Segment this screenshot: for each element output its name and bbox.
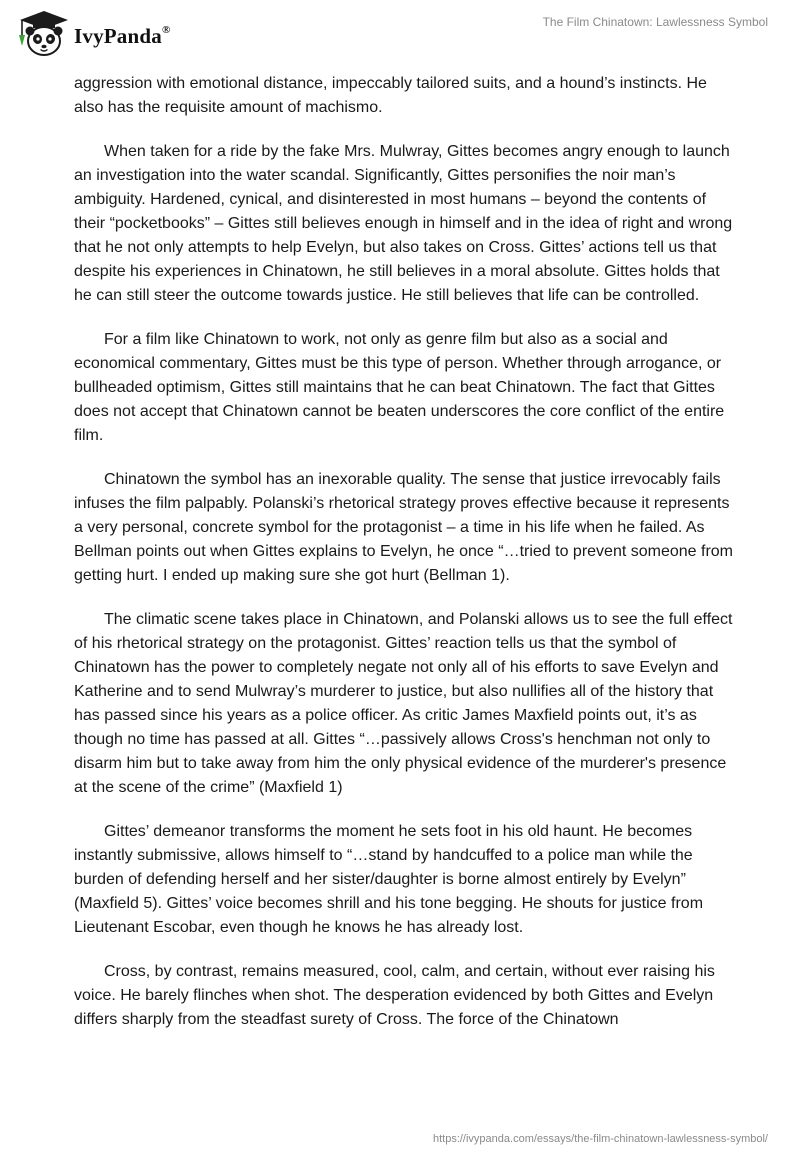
paragraph-7: Cross, by contrast, remains measured, cool, calm, and certain, without ever raising his voice. He barely flinches when shot. The desperation evidenced by both Gittes and Evelyn differs sharply from the steadfast surety of Cross. The force of the Chinatown: [74, 963, 715, 1028]
logo-text: [74, 24, 170, 49]
source-url[interactable]: https://ivypanda.com/essays/the-film-chinatown-lawlessness-symbol/: [432, 1133, 768, 1145]
page-header: [0, 0, 800, 64]
registered-mark: ®: [161, 23, 171, 36]
paragraph-4: Chinatown the symbol has an inexorable quality. The sense that justice irrevocably fails infuses the film palpably. Polanski’s rhetorical strategy proves effective because it represents a very personal, concrete symbol for the protagonist – a time in his life when he failed. As Bellman points out when Gittes explains to Evelyn, he once “…tried to prevent someone from getting hurt. I ended up making sure she got hurt (Bellman 1).: [74, 471, 734, 584]
paragraph-2: When taken for a ride by the fake Mrs. Mulwray, Gittes becomes angry enough to launch an investigation into the water scandal. Significantly, Gittes personifies the noir man’s ambiguity. Hardened, cynical, and disinterested in most humans – beyond the contents of their “pocketbooks” – Gittes still believes enough in himself and in the idea of right and wrong that he not only attempts to help Evelyn, but also takes on Cross. Gittes’ actions tell us that despite his experiences in Chinatown, he still believes in a moral absolute. Gittes holds that he can still steer the outcome towards justice. He still believes that life can be controlled.: [74, 143, 733, 304]
paragraph-3: For a film like Chinatown to work, not only as genre film but also as a social and economical commentary, Gittes must be this type of person. Whether through arrogance, or bullheaded optimism, Gittes still maintains that he can beat Chinatown. The fact that Gittes does not accept that Chinatown cannot be beaten underscores the core conflict of the entire film.: [74, 331, 725, 444]
logo-name: IvyPanda: [74, 23, 162, 48]
paragraph-6: Gittes’ demeanor transforms the moment he sets foot in his old haunt. He becomes instantly submissive, allows himself to “…stand by handcuffed to a police man while the burden of defending herself and her sister/daughter is borne almost entirely by Evelyn” (Maxfield 5). Gittes’ voice becomes shrill and his tone begging. He shouts for justice from Lieutenant Escobar, even though he knows he has already lost.: [74, 823, 704, 936]
paragraph-5: The climatic scene takes place in Chinatown, and Polanski allows us to see the full effect of his rhetorical strategy on the protagonist. Gittes’ reaction tells us that the symbol of Chinatown has the power to completely negate not only all of his efforts to save Evelyn and Katherine and to send Mulwray’s murderer to justice, but also nullifies all of the history that has passed since his years as a police officer. As critic James Maxfield points out, it’s as though no time has passed at all. Gittes “…passively allows Cross's henchman not only to disarm him but to take away from him the only physical evidence of the murderer's presence at the scene of the crime” (Maxfield 1): [74, 611, 733, 796]
paragraph-1: aggression with emotional distance, impeccably tailored suits, and a hound’s instincts. He also has the requisite amount of machismo.: [74, 75, 707, 116]
document-title: The Film Chinatown: Lawlessness Symbol: [542, 15, 768, 29]
article-body: [74, 72, 734, 1052]
logo[interactable]: [14, 8, 170, 58]
panda-logo-icon: [14, 8, 70, 58]
